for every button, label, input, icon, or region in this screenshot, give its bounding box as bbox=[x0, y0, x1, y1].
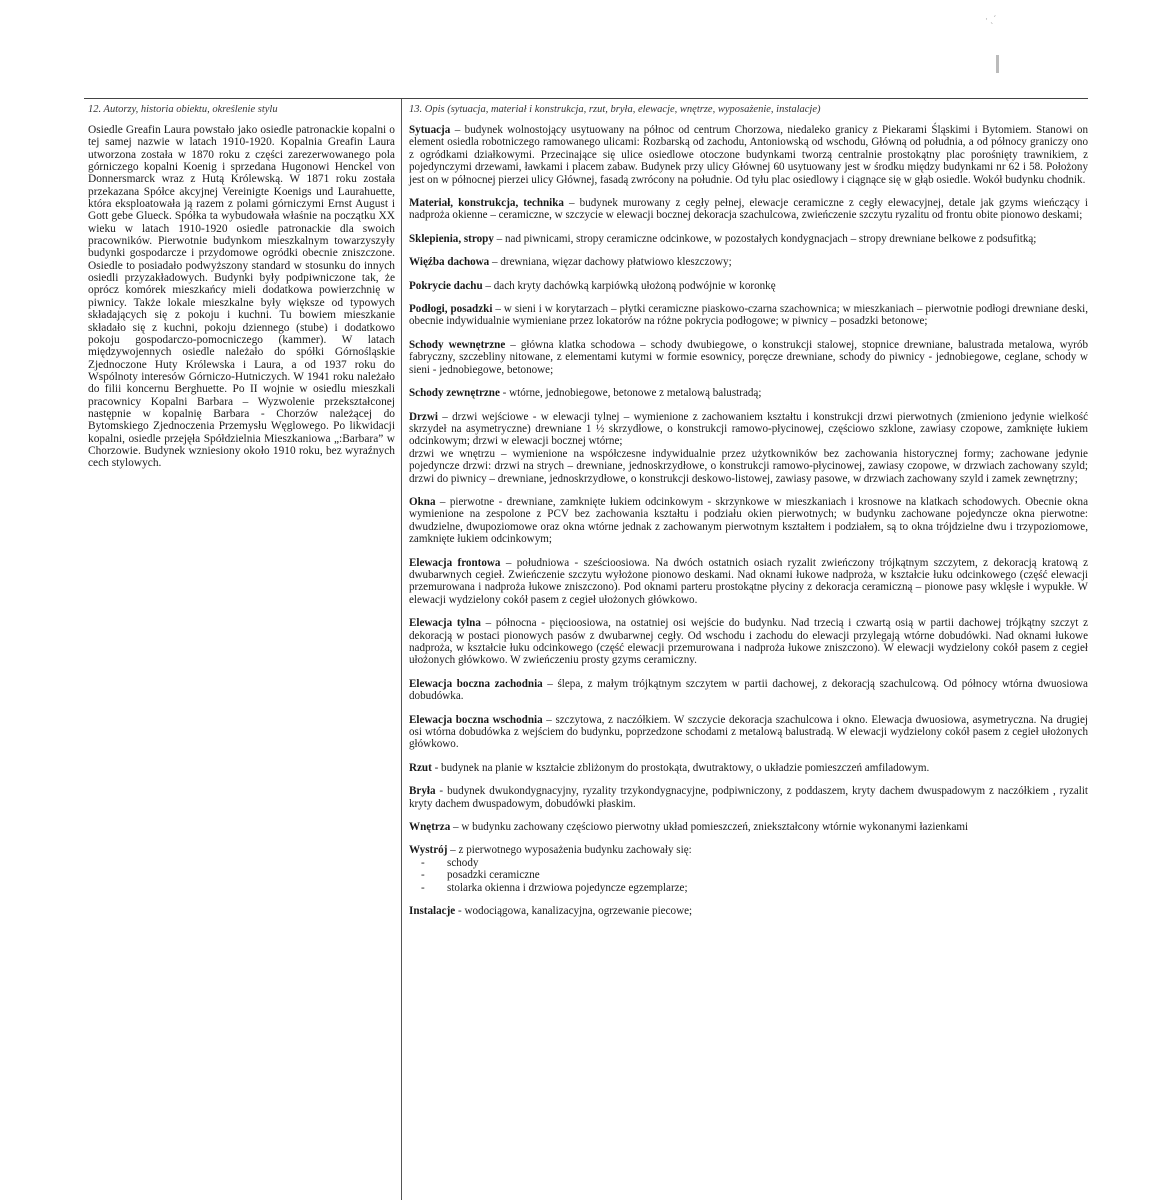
section-schody-wew bbox=[409, 339, 1088, 376]
section-label: Bryła bbox=[409, 785, 436, 798]
section-label: Wystrój bbox=[409, 844, 448, 857]
description-column bbox=[402, 99, 1088, 1200]
section-label: Wnętrza bbox=[409, 821, 451, 834]
section-text: – z pierwotnego wyposażenia budynku zachowały się: bbox=[447, 844, 692, 857]
history-heading: 12. Autorzy, historia obiektu, określenie stylu bbox=[88, 104, 278, 115]
section-label: Elewacja boczna wschodnia bbox=[409, 713, 543, 726]
section-text: – szczytowa, z naczółkiem. W szczycie dekoracja szachulcowa i okno. Elewacja dwuosiowa, asymetryczna. Na drugiej osi wtórna dobudówka z wejściem do budynku, poprzedzone schodami z metalową balustradą. W elewacji wydzielony cokół pasem z cegieł ułożonych główkowo. bbox=[409, 713, 1088, 751]
section-wystroj bbox=[409, 844, 1088, 894]
section-material bbox=[409, 197, 1088, 222]
section-text: – pierwotne - drewniane, zamknięte łukiem odcinkowym - skrzynkowe w mieszkaniach i krosnowe na klatkach schodowych. Obecnie okna wymienione na zespolone z PCV bez zachowania kształtu i podziału okien pierwotnych; w budynku zachowane pojedyncze okna pierwotne: dwudzielne, dwupoziomowe oraz okna wtórne jednak z zachowanym pierwotnym kształtem i podziałem, są to okna trójdzielne dwu i trzypoziomowe, zamknięte łukiem odcinkowym; bbox=[409, 495, 1088, 546]
section-sytuacja bbox=[409, 124, 1088, 186]
list-item: - schody bbox=[421, 857, 1088, 869]
section-label: Rzut bbox=[409, 761, 432, 774]
section-text-extra: drzwi we wnętrzu – wymienione na współczesne indywidualnie przez użytkowników bez zachowania historycznej formy; zachowane jedynie pojedyncze drzwi: drzwi na strych – drewniane, jednoskrzydłowe, o konstrukcji ramowo-płycinowej, zawiasy czopowe, w drzwiach zachowany szyld; drzwi do piwnicy – drewniane, jednoskrzydłowe, o konstrukcji deskowo-listowej, zawiasy pasowe, w drzwiach zachowany szyld i zamek zewnętrzny; bbox=[409, 447, 1088, 485]
section-text: - budynek dwukondygnacyjny, ryzality trzykondygnacyjne, podpiwniczony, z poddaszem, kryty dachem dwuspadowym z naczółkiem , ryzalit kryty dachem dwuspadowym, dobudówki płaskim. bbox=[409, 785, 1088, 810]
document-table bbox=[84, 98, 1088, 1200]
history-text: Osiedle Greafin Laura powstało jako osiedle patronackie kopalni o tej samej nazwie w latach 1910-1920. Kopalnia Greafin Laura utworzona została w 1870 roku z części zarezerwowanego pola górniczego kopalni Koenig i sprzedana Hugonowi Henckel von Donnersmarck wraz z Hutą Królewską. W 1871 roku została przekazana Spółce akcyjnej Vereinigte Koenigs und Laurahuette, która eksploatowała ją razem z polami górniczymi Ernst August i Gott gebe Glueck. Spółka ta wybudowała właśnie na początku XX wieku w latach 1910-1920 osiedle patronackie dla swoich pracowników. Pierwotnie budynkom mieszkalnym towarzyszyły budynki gospodarcze i przydomowe ogródki obecnie zniszczone. Osiedle to posiadało podwyższony standard w stosunku do innych osiedli przyzakładowych. Budynki były podpiwniczone tak, że oprócz komórek mieszkańcy mieli dodatkowa powierzchnię w piwnicy. Także lokale mieszkalne były większe od typowych składających się z pokoju i kuchni. Tu bowiem mieszkanie składało się z kuchni, pokoju dziennego (stube) i dodatkowo pokoju gospodarczo-pomocniczego (kammer). W latach międzywojennych osiedle należało do spółki Górnośląskie Zjednoczone Huty Królewska i Laura, a od 1937 roku do Wspólnoty interesów Górniczo-Hutniczych. W 1941 roku należało do filii koncernu Berghuette. Po II wojnie w osiedlu mieszkali pracownicy Kopalni Barbara – Wyzwolenie przekształconej następnie w kopalnię Barbara - Chorzów należącej do Bytomskiego Zjednoczenia Przemysłu Węglowego. Po likwidacji kopalni, osiedle przejęła Spółdzielnia Mieszkaniowa „:Barbara” w Chorzowie. Budynek wzniesiony około 1910 roku, bez wyraźnych cech stylowych. bbox=[88, 124, 395, 470]
section-schody-zew bbox=[409, 387, 1088, 399]
section-label: Więźba dachowa bbox=[409, 256, 490, 269]
section-label: Podłogi, posadzki bbox=[409, 303, 493, 316]
section-podlogi bbox=[409, 303, 1088, 328]
section-text: – w sieni i w korytarzach – płytki ceramiczne piaskowo-czarna szachownica; w mieszkaniach – pierwotnie podłogi drewniane deski, obecnie indywidualnie wymieniane przez lokatorów na różne pokrycia podłogowe; w piwnicy – posadzki betonowe; bbox=[409, 303, 1088, 328]
section-text: – drzwi wejściowe - w elewacji tylnej – wymienione z zachowaniem kształtu i konstrukcji drzwi pierwotnych (zmieniono jedynie wielkość skrzydeł na asymetryczne) drewniane 1 ½ skrzydłowe, o konstrukcji ramowo-płycinowej, częściowo szklone, zawiasy czopowe, zamknięte łukiem odcinkowym; drzwi w elewacji bocznej wtórne; bbox=[409, 410, 1088, 448]
section-wnetrza bbox=[409, 821, 1088, 833]
section-label: Elewacja tylna bbox=[409, 617, 481, 630]
section-label: Sklepienia, stropy bbox=[409, 232, 494, 245]
section-text: - wtórne, jednobiegowe, betonowe z metalową balustradą; bbox=[499, 387, 762, 400]
scan-mark bbox=[996, 55, 999, 73]
section-label: Okna bbox=[409, 495, 436, 508]
scan-marks: · ˏ´ bbox=[985, 14, 997, 24]
section-pokrycie bbox=[409, 280, 1088, 292]
section-sklepienia bbox=[409, 233, 1088, 245]
section-bryla bbox=[409, 785, 1088, 810]
section-wiezba bbox=[409, 256, 1088, 268]
section-text: – budynek murowany z cegły pełnej, elewacje ceramiczne z cegły elewacyjnej, detale jak gzyms wieńczący i nadproża okienne – ceramiczne, w szczycie w elewacji bocznej dekoracja szachulcowa, zwieńczenie szczytu ryzalitu od frontu obite pionowo deskami; bbox=[409, 197, 1088, 222]
section-text: – główna klatka schodowa – schody dwubiegowe, o konstrukcji stalowej, stopnice drewniane, balustrada metalowa, wyrób fabryczny, szczebliny nitowane, z elementami kutymi w formie esownicy, poręcze drewniane, schody do piwnicy - jednobiegowe, ceglane, schody w sieni - jednobiegowe, betonowe; bbox=[409, 338, 1088, 376]
section-label: Schody wewnętrzne bbox=[409, 338, 506, 351]
section-text: – północna - pięcioosiowa, na ostatniej osi wejście do budynku. Nad trzecią i czwartą osią w partii dachowej trójkątny szczyt z dekoracją w postaci pionowych pasów z dwubarwnej cegły. Od wschodu i zachodu do elewacji przylegają wtórne dobudówki. Nad oknami łukowe nadproża, w kształcie łuku odcinkowego (część elewacji przemurowana i nadproża łukowe zniszczono). W elewacji wydzielony cokół pasem z cegieł ułożonych główkowo. W zwieńczeniu prosty gzyms ceramiczny. bbox=[409, 617, 1088, 667]
section-elewacja-tylna bbox=[409, 617, 1088, 667]
description-heading: 13. Opis (sytuacja, materiał i konstrukcja, rzut, bryła, elewacje, wnętrze, wyposażenie, instalacje) bbox=[409, 104, 821, 115]
section-text: – nad piwnicami, stropy ceramiczne odcinkowe, w pozostałych kondygnacjach – stropy drewniane belkowe z podsufitką; bbox=[493, 232, 1037, 245]
section-label: Materiał, konstrukcja, technika bbox=[409, 197, 564, 210]
section-label: Instalacje bbox=[409, 905, 456, 918]
section-text: – południowa - sześcioosiowa. Na dwóch ostatnich osiach ryzalit zwieńczony trójkątnym szczytem, z dekoracją kratową z dwubarwnych cegieł. Zwieńczenie szczytu wyłożone pionowo deskami. Nad oknami łukowe nadproża, w kształcie łuku odcinkowego (część elewacji przemurowana i nadproża łukowe zniszczono). Pod oknami parteru prostokątne płyciny z dekoracja ceramiczną – pionowe pasy wklęsłe i wypukłe. W elewacji wydzielony cokół pasem z cegieł ułożonych główkowo. bbox=[409, 556, 1088, 606]
list-item: - posadzki ceramiczne bbox=[421, 869, 1088, 881]
section-instalacje bbox=[409, 905, 1088, 917]
section-elewacja-wschodnia bbox=[409, 714, 1088, 751]
section-label: Schody zewnętrzne bbox=[409, 387, 500, 400]
section-text: – budynek wolnostojący usytuowany na północ od centrum Chorzowa, niedaleko granicy z Piekarami Śląskimi i Bytomiem. Stanowi on element osiedla robotniczego ramowanego ulicami: Rozbarską od zachodu, Antoniowską od wschodu, Główną od południa, a od północy graniczy ono z ogródkami działkowymi. Przecinające się ulice osiedlowe otoczone budynkami tworzą centralnie prostokątny plac porośnięty trawnikiem, z pojedynczymi drzewami, ławkami i placem zabaw. Budynek przy ulicy Głównej 60 usytuowany jest w środku między budynkami nr 62 i 58. Położony jest on w północnej pierzei ulicy Głównej, fasadą zwrócony na południe. Od tyłu plac osiedlowy i ciągnące się w głąb osiedle. Wokół budynku chodnik. bbox=[409, 124, 1088, 186]
section-text: – ślepa, z małym trójkątnym szczytem w partii dachowej, z dekoracją szachulcową. Od północy wtórna dwuosiowa dobudówka. bbox=[409, 677, 1088, 703]
section-text: – dach kryty dachówką karpiówką ułożoną podwójnie w koronkę bbox=[482, 279, 776, 292]
section-label: Elewacja frontowa bbox=[409, 556, 501, 569]
equipment-list bbox=[409, 857, 1088, 894]
section-text: - budynek na planie w kształcie zbliżonym do prostokąta, dwutraktowy, o układzie pomieszczeń amfiladowym. bbox=[431, 761, 930, 774]
section-okna bbox=[409, 496, 1088, 546]
section-text: - wodociągowa, kanalizacyjna, ogrzewanie piecowe; bbox=[455, 905, 693, 918]
section-elewacja-frontowa bbox=[409, 557, 1088, 607]
section-text: – drewniana, więzar dachowy płatwiowo kleszczowy; bbox=[489, 256, 732, 269]
section-label: Pokrycie dachu bbox=[409, 279, 483, 292]
history-column bbox=[84, 99, 402, 1200]
section-label: Sytuacja bbox=[409, 124, 451, 136]
section-text: – w budynku zachowany częściowo pierwotny układ pomieszczeń, zniekształcony wtórnie wykonanymi łazienkami bbox=[450, 821, 969, 834]
section-elewacja-zachodnia bbox=[409, 678, 1088, 703]
section-drzwi bbox=[409, 411, 1088, 485]
section-rzut bbox=[409, 762, 1088, 774]
section-label: Elewacja boczna zachodnia bbox=[409, 677, 543, 690]
section-label: Drzwi bbox=[409, 410, 438, 423]
list-item: - stolarka okienna i drzwiowa pojedyncze egzemplarze; bbox=[421, 882, 1088, 894]
